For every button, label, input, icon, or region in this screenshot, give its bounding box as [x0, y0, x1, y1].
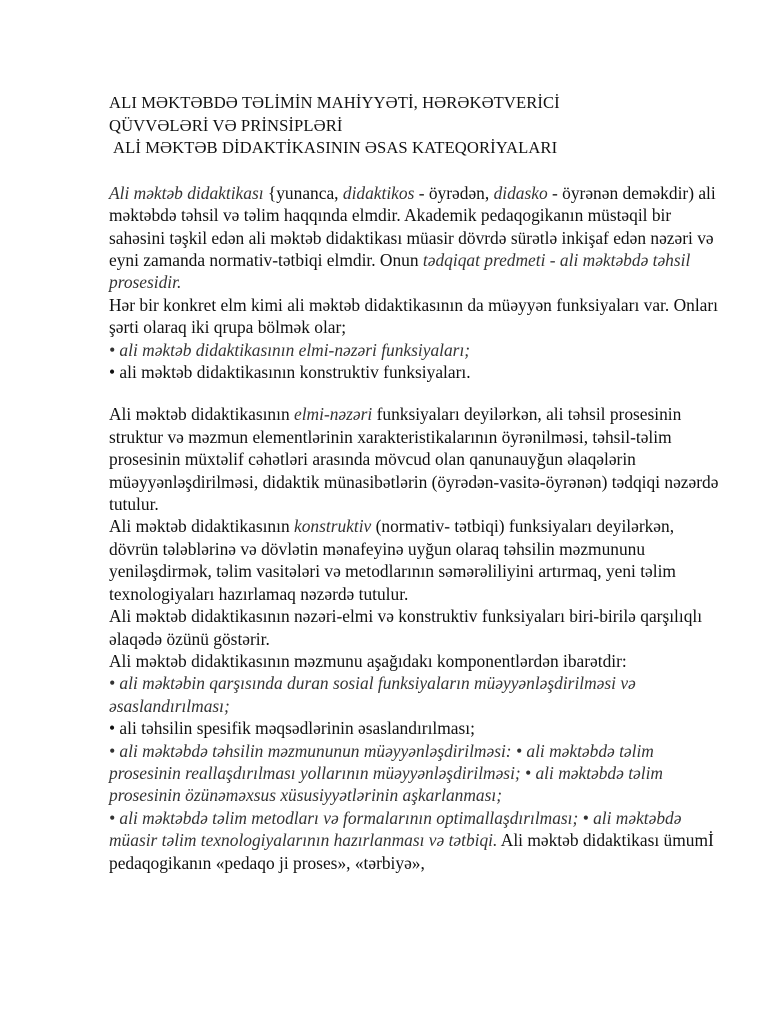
spacer [109, 383, 719, 403]
paragraph-components-intro: Ali məktəb didaktikasının məzmunu aşağıdakı komponentlərdən ibarətdir: [109, 650, 627, 671]
text-run: Ali məktəb didaktikası ümumİ pedaqogikanın «pedaqo ji proses», «tərbiyə», [109, 830, 714, 873]
bullet-item: • ali məktəb didaktikasının elmi-nəzəri funksiyaları; [109, 339, 471, 360]
document-body [109, 92, 719, 874]
term-italic: tədqiqat predmeti - ali məktəbdə təhsil prosesidir. [109, 250, 691, 293]
heading-line-3: ALİ MƏKTƏB DİDAKTİKASININ ƏSAS KATEQORİYALARI [113, 138, 558, 158]
paragraph-definition [109, 182, 719, 294]
text-run: funksiyaları deyilərkən, ali təhsil prosesinin struktur və məzmun elementlərinin xarakteristikalarının öyrənilməsi, təhsil-təlim prosesinin müxtəlif cəhətləri arasında mövcud olan qanunauyğun əlaqələrin müəyyənləşdirilməsi, didaktik münasibətlərin (öyrədən-vasitə-öyrənən) tədqiqi nəzərdə tutulur. [109, 404, 719, 515]
text-run: - öyrənən deməkdir) ali məktəbdə təhsil və təlim haqqında elmdir. Akademik pedaqogikanın müstəqil bir sahəsini təşkil edən ali məktəb didaktikası müasir dövrdə sürətlə inkişaf edən nəzəri və eyni zamanda normativ-tətbiqi elmdir. Onun [109, 182, 716, 270]
paragraph-functions-intro: Hər bir konkret elm kimi ali məktəb didaktikasının da müəyyən funksiyaları var. Onları şərti olaraq iki qrupa bölmək olar; [109, 294, 718, 338]
text-run: Ali məktəb didaktikasının [109, 516, 294, 537]
paragraph-closing [109, 807, 719, 874]
text-run: {yunanca, [263, 182, 343, 203]
bullet-item: • ali məktəbin qarşısında duran sosial funksiyaların müəyyənləşdirilməsi və əsaslandırılması; [109, 673, 636, 716]
paragraph-constructive-functions [109, 515, 719, 605]
paragraph-interrelation: Ali məktəb didaktikasının nəzəri-elmi və konstruktiv funksiyaları biri-birilə qarşılıqlı əlaqədə özünü göstərir. [109, 606, 703, 649]
term-italic: Ali məktəb didaktikası [109, 182, 264, 203]
term-italic: elmi-nəzəri [294, 404, 373, 425]
text-run: Ali məktəb didaktikasının [109, 404, 294, 425]
term-italic: didasko [493, 182, 548, 203]
text-run: (normativ- tətbiqi) funksiyaları deyilərkən, dövrün tələblərinə və dövlətin mənafeyinə uyğun olaraq təhsilin məzmununu yeniləşdirmək, təlim vasitələri və metodlarının səmərəliliyini artırmaq, yeni təlim texnologiyaları hazırlamaq nəzərdə tutulur. [109, 516, 676, 604]
bullet-item: • ali məktəbdə təhsilin məzmununun müəyyənləşdirilməsi: • ali məktəbdə təlim prosesinin reallaşdırılması yollarının müəyyənləşdirilməsi; • ali məktəbdə təlim prosesinin özünəməxsus xüsusiyyətlərinin aşkarlanması; [109, 740, 663, 806]
bullet-item: • ali təhsilin spesifik məqsədlərinin əsaslandırılması; [109, 718, 475, 739]
term-italic: konstruktiv [294, 516, 372, 537]
bullet-items-italic: • ali məktəbdə təlim metodları və formalarının optimallaşdırılması; • ali məktəbdə müasir təlim texnologiyalarının hazırlanması və tətbiqi. [109, 807, 682, 851]
heading-line-2: QÜVVƏLƏRİ VƏ PRİNSİPLƏRİ [109, 115, 343, 135]
paragraph-scientific-functions [109, 403, 719, 515]
text-run: - öyrədən, [414, 182, 494, 203]
heading-line-1: ALI MƏKTƏBDƏ TƏLİMİN MAHİYYƏTİ, HƏRƏKƏTVERİCİ [109, 93, 560, 112]
term-italic: didaktikos [342, 182, 415, 203]
bullet-item: • ali məktəb didaktikasının konstruktiv funksiyaları. [109, 362, 471, 383]
spacer [109, 160, 719, 182]
